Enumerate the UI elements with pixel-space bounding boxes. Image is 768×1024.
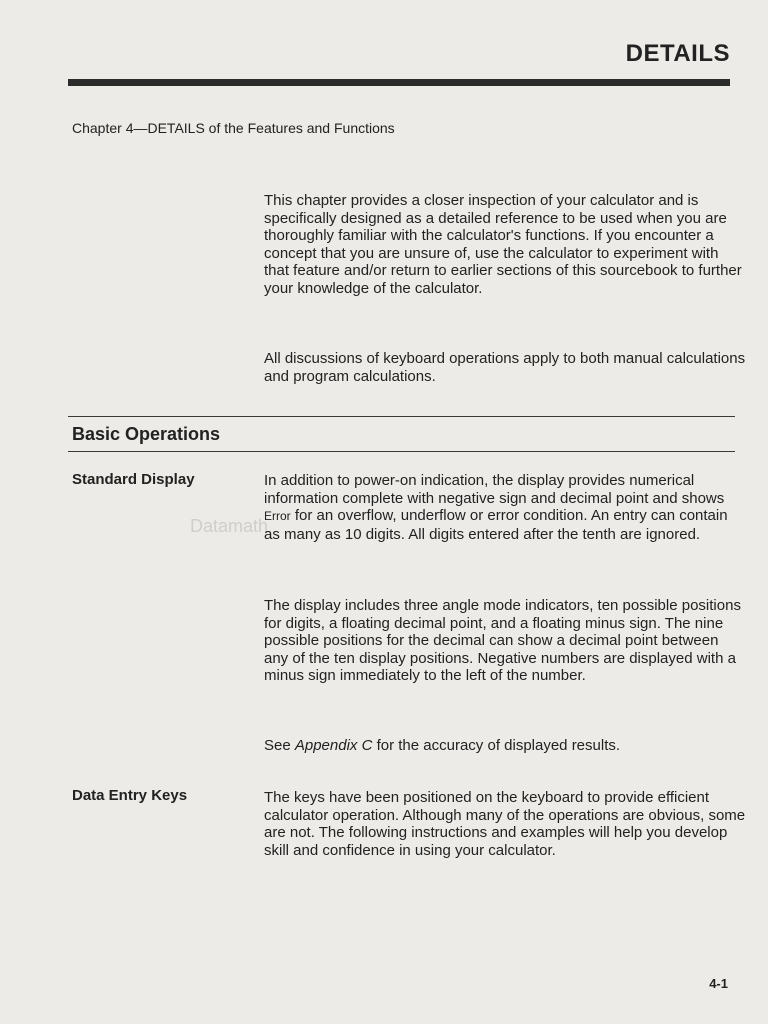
intro-paragraph-2: All discussions of keyboard operations apply to both manual calculations and program calculations. <box>264 350 746 385</box>
intro-paragraph-1: This chapter provides a closer inspection of your calculator and is specifically designed as a detailed reference to be used when you are thoroughly familiar with the calculator's functions. If you encounter a concept that you are unsure of, use the calculator to experiment with that feature and/or return to earlier sections of this sourcebook to further your knowledge of the calculator. <box>264 192 742 297</box>
section-top-rule <box>68 416 735 417</box>
chapter-title: Chapter 4—DETAILS of the Features and Functions <box>72 120 395 136</box>
watermark-text: Datamath <box>190 516 269 536</box>
page-header-title: DETAILS <box>625 40 730 67</box>
error-indicator-text: Error <box>264 509 291 523</box>
page-number: 4-1 <box>709 976 728 991</box>
data-entry-paragraph-1: The keys have been positioned on the keyboard to provide efficient calculator operation. Although many of the operations are obvious, some are not. The following instructions and examples will help you develop skill and confidence in using your calculator. <box>264 789 746 859</box>
header-rule <box>68 79 730 86</box>
label-standard-display: Standard Display <box>72 471 195 488</box>
standard-display-paragraph-1 <box>264 472 746 543</box>
section-heading-basic-operations: Basic Operations <box>72 424 221 444</box>
standard-display-p1-start: In addition to power-on indication, the display provides numerical information complete with negative sign and decimal point and shows <box>264 472 725 507</box>
standard-display-p3-start: See <box>264 737 295 754</box>
standard-display-p3-end: for the accuracy of displayed results. <box>372 737 621 754</box>
label-data-entry-keys: Data Entry Keys <box>72 787 188 804</box>
standard-display-p1-end: for an overflow, underflow or error condition. An entry can contain as many as 10 digits. All digits entered after the tenth are ignored. <box>264 507 728 543</box>
appendix-reference: Appendix C <box>294 737 373 754</box>
section-bottom-rule <box>68 451 735 452</box>
standard-display-paragraph-3 <box>264 737 746 755</box>
standard-display-paragraph-2: The display includes three angle mode indicators, ten possible positions for digits, a floating decimal point, and a floating minus sign. The nine possible positions for the decimal can show a decimal point between any of the ten display positions. Negative numbers are displayed with a minus sign immediately to the left of the number. <box>264 597 741 684</box>
